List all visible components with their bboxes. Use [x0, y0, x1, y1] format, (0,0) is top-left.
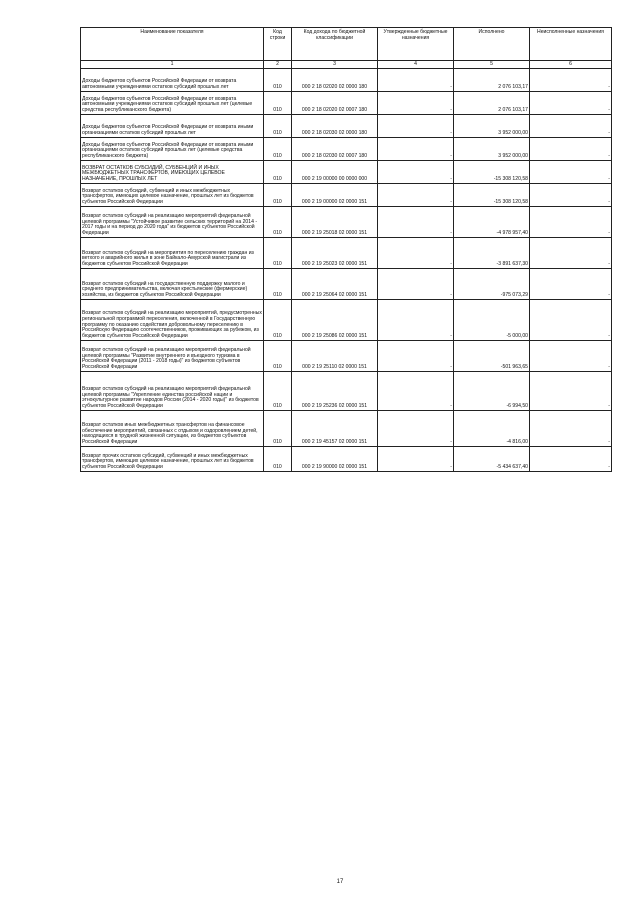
row-income-code: 000 2 19 25236 02 0000 151 — [292, 372, 378, 411]
table-row — [81, 411, 612, 447]
row-unexecuted: - — [530, 92, 612, 115]
row-line-code: 010 — [264, 300, 292, 341]
row-unexecuted: - — [530, 411, 612, 447]
row-line-code: 010 — [264, 115, 292, 138]
row-approved: - — [378, 184, 454, 207]
row-indicator-name: Доходы бюджетов субъектов Российской Федерации от возврата иными организациями остатков субсидий прошлых лет (целевые средства республиканского бюджета) — [81, 138, 264, 161]
row-indicator-name: Возврат остатков субсидий на государственную поддержку малого и среднего предпринимательства, включая крестьянские (фермерские) хозяйства, из бюджетов субъектов Российской Федерации — [81, 269, 264, 300]
column-number: 6 — [530, 61, 612, 69]
row-unexecuted: - — [530, 207, 612, 238]
row-executed: -5 434 637,40 — [454, 447, 530, 472]
row-approved: - — [378, 69, 454, 92]
row-unexecuted: - — [530, 69, 612, 92]
row-income-code: 000 2 19 00000 00 0000 000 — [292, 161, 378, 184]
table-row — [81, 184, 612, 207]
row-indicator-name: Возврат остатков субсидий на реализацию мероприятий федеральной целевой программы "Развитие внутреннего и въездного туризма в Российской Федерации (2011 - 2018 годы)" из бюджетов субъектов Российской Федерации — [81, 341, 264, 372]
row-executed: 3 952 000,00 — [454, 138, 530, 161]
table-row — [81, 300, 612, 341]
row-approved: - — [378, 238, 454, 269]
row-approved: - — [378, 411, 454, 447]
row-approved: - — [378, 300, 454, 341]
table-row — [81, 115, 612, 138]
row-executed: 2 076 103,17 — [454, 92, 530, 115]
column-number: 5 — [454, 61, 530, 69]
row-executed: -5 000,00 — [454, 300, 530, 341]
table-header-row — [81, 28, 612, 61]
row-executed: -975 073,29 — [454, 269, 530, 300]
row-approved: - — [378, 161, 454, 184]
column-number-row — [81, 61, 612, 69]
row-approved: - — [378, 447, 454, 472]
row-indicator-name: Доходы бюджетов субъектов Российской Федерации от возврата иными организациями остатков субсидий прошлых лет — [81, 115, 264, 138]
header-unexecuted: Неисполненные назначения — [530, 28, 612, 61]
row-unexecuted: - — [530, 372, 612, 411]
row-line-code: 010 — [264, 411, 292, 447]
column-number: 3 — [292, 61, 378, 69]
row-income-code: 000 2 19 25110 02 0000 151 — [292, 341, 378, 372]
row-unexecuted: - — [530, 115, 612, 138]
row-indicator-name: Возврат остатков субсидий на реализацию мероприятий федеральной целевой программы "Устойчивое развитие сельских территорий на 2014 - 2017 годы и на период до 2020 года" из бюджетов субъектов Российской Федерации — [81, 207, 264, 238]
row-income-code: 000 2 18 02020 02 0000 180 — [292, 69, 378, 92]
row-income-code: 000 2 19 25018 02 0000 151 — [292, 207, 378, 238]
row-executed: -501 963,65 — [454, 341, 530, 372]
header-income-code: Код дохода по бюджетной классификации — [292, 28, 378, 61]
row-line-code: 010 — [264, 372, 292, 411]
row-approved: - — [378, 138, 454, 161]
row-line-code: 010 — [264, 184, 292, 207]
row-indicator-name: ВОЗВРАТ ОСТАТКОВ СУБСИДИЙ, СУБВЕНЦИЙ И ИНЫХ МЕЖБЮДЖЕТНЫХ ТРАНСФЕРТОВ, ИМЕЮЩИХ ЦЕЛЕВОЕ НАЗНАЧЕНИЕ, ПРОШЛЫХ ЛЕТ — [81, 161, 264, 184]
row-unexecuted: - — [530, 161, 612, 184]
row-indicator-name: Возврат остатков субсидий, субвенций и иных межбюджетных трансфертов, имеющих целевое назначение, прошлых лет из бюджетов субъектов Российской Федерации — [81, 184, 264, 207]
row-executed: -3 891 637,30 — [454, 238, 530, 269]
table-row — [81, 92, 612, 115]
row-executed: -15 308 120,58 — [454, 184, 530, 207]
row-executed: 3 952 000,00 — [454, 115, 530, 138]
row-income-code: 000 2 19 25023 02 0000 151 — [292, 238, 378, 269]
row-approved: - — [378, 341, 454, 372]
header-line-code: Код строки — [264, 28, 292, 61]
row-indicator-name: Возврат остатков субсидий на реализацию мероприятий, предусмотренных региональной программой переселения, включенной в Государственную программу по оказанию содействия добровольному переселению в Российскую Федерацию соотечественников, проживающих за рубежом, из бюджетов субъектов Российской Федерации — [81, 300, 264, 341]
row-line-code: 010 — [264, 207, 292, 238]
row-line-code: 010 — [264, 341, 292, 372]
row-line-code: 010 — [264, 447, 292, 472]
row-indicator-name: Возврат остатков субсидий на реализацию мероприятий федеральной целевой программы "Укрепление единства российской нации и этнокультурное развитие народов России (2014 - 2020 годы)" из бюджетов субъектов Российской Федерации — [81, 372, 264, 411]
row-indicator-name: Доходы бюджетов субъектов Российской Федерации от возврата автономными учреждениями остатков субсидий прошлых лет (целевые средства республиканского бюджета) — [81, 92, 264, 115]
budget-execution-table — [80, 27, 612, 472]
row-income-code: 000 2 19 90000 02 0000 151 — [292, 447, 378, 472]
row-line-code: 010 — [264, 138, 292, 161]
row-executed: -15 308 120,58 — [454, 161, 530, 184]
row-unexecuted: - — [530, 238, 612, 269]
row-line-code: 010 — [264, 92, 292, 115]
row-executed: 2 076 103,17 — [454, 69, 530, 92]
page-number: 17 — [336, 879, 344, 885]
header-indicator-name: Наименование показателя — [81, 28, 264, 61]
row-line-code: 010 — [264, 69, 292, 92]
header-approved: Утвержденные бюджетные назначения — [378, 28, 454, 61]
row-income-code: 000 2 19 25086 02 0000 151 — [292, 300, 378, 341]
row-approved: - — [378, 207, 454, 238]
row-executed: -4 978 957,40 — [454, 207, 530, 238]
row-executed: -6 994,50 — [454, 372, 530, 411]
row-line-code: 010 — [264, 269, 292, 300]
row-indicator-name: Возврат прочих остатков субсидий, субвенций и иных межбюджетных трансфертов, имеющих целевое назначение, прошлых лет из бюджетов субъектов Российской Федерации — [81, 447, 264, 472]
row-unexecuted: - — [530, 341, 612, 372]
row-executed: -4 816,00 — [454, 411, 530, 447]
row-approved: - — [378, 92, 454, 115]
row-unexecuted: - — [530, 138, 612, 161]
row-income-code: 000 2 18 02030 02 0000 180 — [292, 115, 378, 138]
row-unexecuted: - — [530, 447, 612, 472]
row-income-code: 000 2 19 00000 02 0000 151 — [292, 184, 378, 207]
row-income-code: 000 2 18 02020 02 0007 180 — [292, 92, 378, 115]
column-number: 2 — [264, 61, 292, 69]
row-income-code: 000 2 18 02030 02 0007 180 — [292, 138, 378, 161]
row-indicator-name: Возврат остатков иных межбюджетных трансфертов на финансовое обеспечение мероприятий, связанных с отдыхом и оздоровлением детей, находящихся в трудной жизненной ситуации, из бюджетов субъектов Российской Федерации — [81, 411, 264, 447]
row-approved: - — [378, 269, 454, 300]
row-line-code: 010 — [264, 161, 292, 184]
table-row — [81, 269, 612, 300]
row-indicator-name: Доходы бюджетов субъектов Российской Федерации от возврата автономными учреждениями остатков субсидий прошлых лет — [81, 69, 264, 92]
table-row — [81, 447, 612, 472]
row-approved: - — [378, 372, 454, 411]
row-indicator-name: Возврат остатков субсидий на мероприятия по переселению граждан из ветхого и аварийного жилья в зоне Байкало-Амурской магистрали из бюджетов субъектов Российской Федерации — [81, 238, 264, 269]
row-income-code: 000 2 19 25064 02 0000 151 — [292, 269, 378, 300]
row-unexecuted: - — [530, 300, 612, 341]
row-income-code: 000 2 19 45157 02 0000 151 — [292, 411, 378, 447]
table-row — [81, 238, 612, 269]
header-executed: Исполнено — [454, 28, 530, 61]
table-row — [81, 161, 612, 184]
table-row — [81, 69, 612, 92]
row-line-code: 010 — [264, 238, 292, 269]
table-row — [81, 138, 612, 161]
table-row — [81, 341, 612, 372]
table-row — [81, 207, 612, 238]
column-number: 1 — [81, 61, 264, 69]
table-body — [81, 69, 612, 472]
row-unexecuted: - — [530, 184, 612, 207]
row-approved: - — [378, 115, 454, 138]
row-unexecuted: - — [530, 269, 612, 300]
column-number: 4 — [378, 61, 454, 69]
table-row — [81, 372, 612, 411]
